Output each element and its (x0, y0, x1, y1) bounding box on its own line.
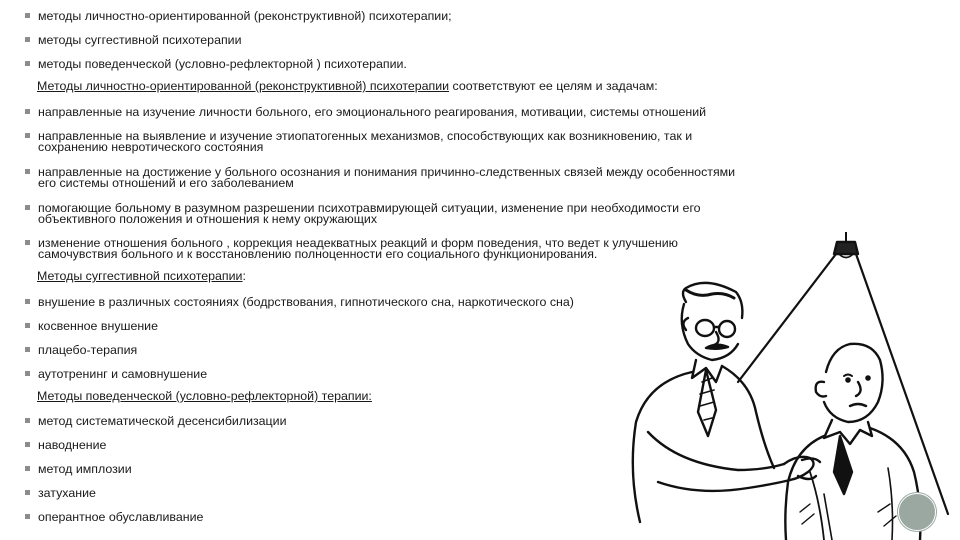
section2-heading (37, 270, 246, 282)
bullet-icon (25, 371, 30, 376)
section3-item-5: оперантное обуславливание (38, 510, 204, 524)
section3-item-2: наводнение (38, 438, 107, 452)
bullet-icon (25, 347, 30, 352)
section1-item-2-line1: направленные на выявление и изучение этиопатогенных механизмов, способствующих как возникновению, так и (38, 129, 693, 143)
top-item-2: методы суггестивной психотерапии (38, 33, 242, 47)
bullet-icon (25, 13, 30, 18)
section1-item-3-line1: направленные на достижение у больного осознания и понимания причинно-следственных связей между особенностями (38, 165, 736, 179)
bullet-icon (25, 323, 30, 328)
section1-item-5-line1: изменение отношения больного , коррекция неадекватных реакций и форм поведения, что ведет к улучшению (38, 236, 678, 250)
bullet-icon (25, 299, 30, 304)
section1-item-5-line2: самочувствия больного и к восстановлению полноценности его социального функционирования. (38, 247, 598, 261)
section1-item-2-line2: сохранению невротического состояния (38, 140, 264, 154)
section3-item-1: метод систематической десенсибилизации (38, 414, 287, 428)
section3-item-4: затухание (38, 486, 96, 500)
top-item-3: методы поведенческой (условно-рефлекторной ) психотерапии. (38, 57, 407, 71)
slide-nav-button[interactable] (898, 493, 936, 531)
psychotherapist-and-patient-illustration (588, 232, 960, 540)
section3-heading-underlined: Методы поведенческой (условно-рефлекторной) терапии: (37, 389, 372, 403)
bullet-icon (25, 240, 30, 245)
bullet-icon (25, 514, 30, 519)
section2-item-2: косвенное внушение (38, 319, 158, 333)
section3-item-3: метод имплозии (38, 462, 132, 476)
bullet-icon (25, 61, 30, 66)
section2-heading-rest: : (242, 269, 246, 283)
bullet-icon (25, 109, 30, 114)
top-item-1: методы личностно-ориентированной (реконструктивной) психотерапии; (38, 9, 452, 23)
section1-item-4-line1: помогающие больному в разумном разрешении психотравмирующей ситуации, изменение при необходимости его (38, 201, 701, 215)
section2-heading-underlined: Методы суггестивной психотерапии (37, 269, 243, 283)
bullet-icon (25, 205, 30, 210)
bullet-icon (25, 490, 30, 495)
section2-item-4: аутотренинг и самовнушение (38, 367, 208, 381)
section1-item-4-line2: объективного положения и отношения к нему окружающих (38, 212, 378, 226)
section1-item-3-line2: его системы отношений и его заболеванием (38, 176, 294, 190)
section3-heading (37, 390, 372, 402)
bullet-icon (25, 133, 30, 138)
bullet-icon (25, 418, 30, 423)
bullet-icon (25, 169, 30, 174)
section2-item-1: внушение в различных состояниях (бодрствования, гипнотического сна, наркотического сна) (38, 295, 574, 309)
section1-item-1: направленные на изучение личности больного, его эмоционального реагирования, мотивации, системы отношений (38, 105, 707, 119)
bullet-icon (25, 466, 30, 471)
section1-heading (37, 80, 658, 92)
bullet-icon (25, 37, 30, 42)
bullet-icon (25, 442, 30, 447)
section1-heading-rest: соответствуют ее целям и задачам: (449, 79, 658, 93)
section2-item-3: плацебо-терапия (38, 343, 138, 357)
section1-heading-underlined: Методы личностно-ориентированной (реконструктивной) психотерапии (37, 79, 450, 93)
